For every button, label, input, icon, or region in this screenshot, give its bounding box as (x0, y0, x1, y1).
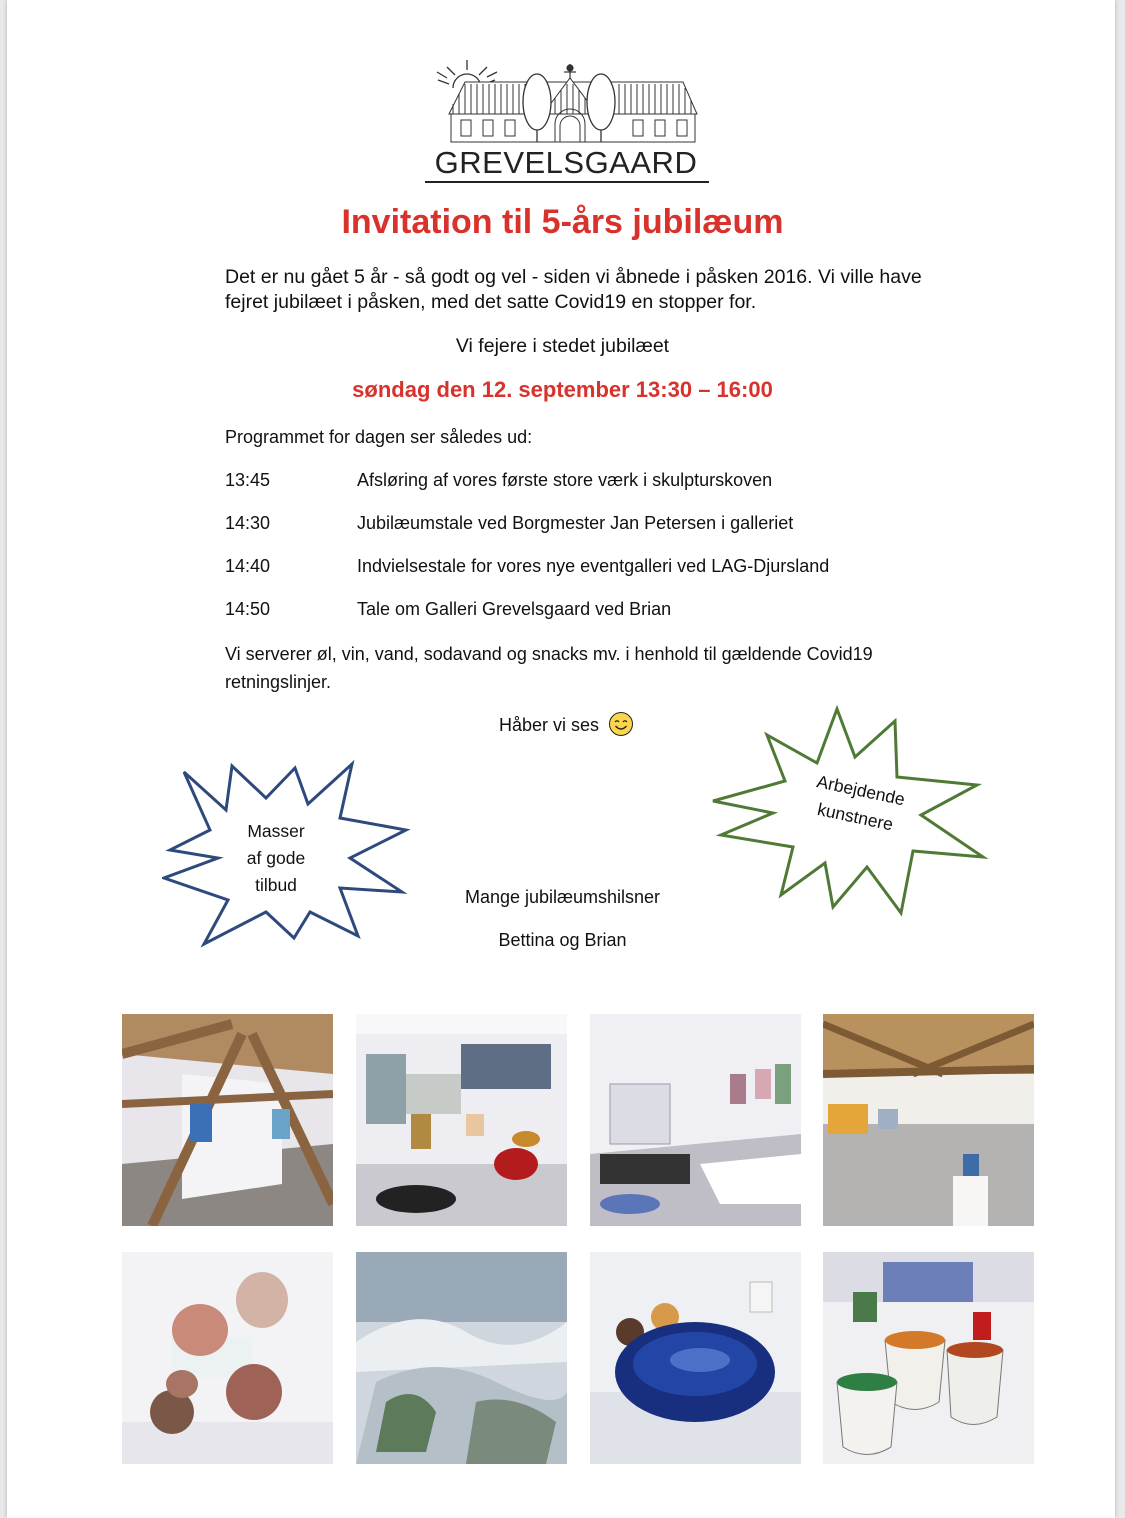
event-date: søndag den 12. september 13:30 – 16:00 (352, 377, 773, 402)
gallery-hall-photo (590, 1014, 801, 1226)
program-item-text: Tale om Galleri Grevelsgaard ved Brian (357, 599, 672, 619)
invitation-page (7, 0, 1115, 1518)
burst-left-line3: tilbud (255, 875, 297, 895)
closing-text: Håber vi ses (499, 714, 600, 735)
burst-right-line1: Arbejdende (815, 771, 907, 810)
smiley-icon (609, 712, 633, 736)
celebration-line: Vi fejere i stedet jubilæet (455, 335, 670, 357)
intro-paragraph: Det er nu gået 5 år - så godt og vel - siden vi åbnede i påsken 2016. Vi ville have fejret jubilæet i påsken, med det satte Covid19 en stopper for. (225, 266, 922, 313)
program-item-time: 14:30 (225, 513, 271, 533)
greeting: Mange jubilæumshilsner (464, 887, 661, 907)
logo-wordmark: GREVELSGAARD (434, 145, 698, 180)
program-item-text: Afsløring af vores første store værk i skulpturskoven (357, 470, 773, 490)
program-item-text: Jubilæumstale ved Borgmester Jan Petersen i galleriet (357, 513, 794, 533)
signature: Bettina og Brian (498, 930, 627, 950)
grevelsgaard-logo (425, 50, 715, 185)
page-title: Invitation til 5-års jubilæum (341, 203, 784, 241)
closing-line (499, 714, 633, 738)
burst-left-line2: af gode (246, 848, 306, 868)
program-item-time: 14:50 (225, 599, 271, 619)
offers-starburst (162, 760, 412, 950)
burst-left-line1: Masser (247, 821, 305, 841)
program-item-time: 13:45 (225, 470, 271, 490)
serving-note: Vi serverer øl, vin, vand, sodavand og snacks mv. i henhold til gældende Covid19 retningslinjer. (225, 644, 873, 692)
gallery-beams-photo (823, 1014, 1034, 1226)
gallery-art-display-photo (356, 1014, 567, 1226)
enamel-cups-photo (823, 1252, 1034, 1464)
gallery-attic-photo (122, 1014, 333, 1226)
ceramic-vases-photo (122, 1252, 333, 1464)
blue-glass-bowl-photo (590, 1252, 801, 1464)
landscape-painting-photo (356, 1252, 567, 1464)
program-item-text: Indvielsestale for vores nye eventgalleri ved LAG-Djursland (357, 556, 830, 576)
burst-right-line2: kunstnere (815, 798, 895, 835)
program-item-time: 14:40 (225, 556, 271, 576)
program-heading: Programmet for dagen ser således ud: (225, 427, 533, 447)
